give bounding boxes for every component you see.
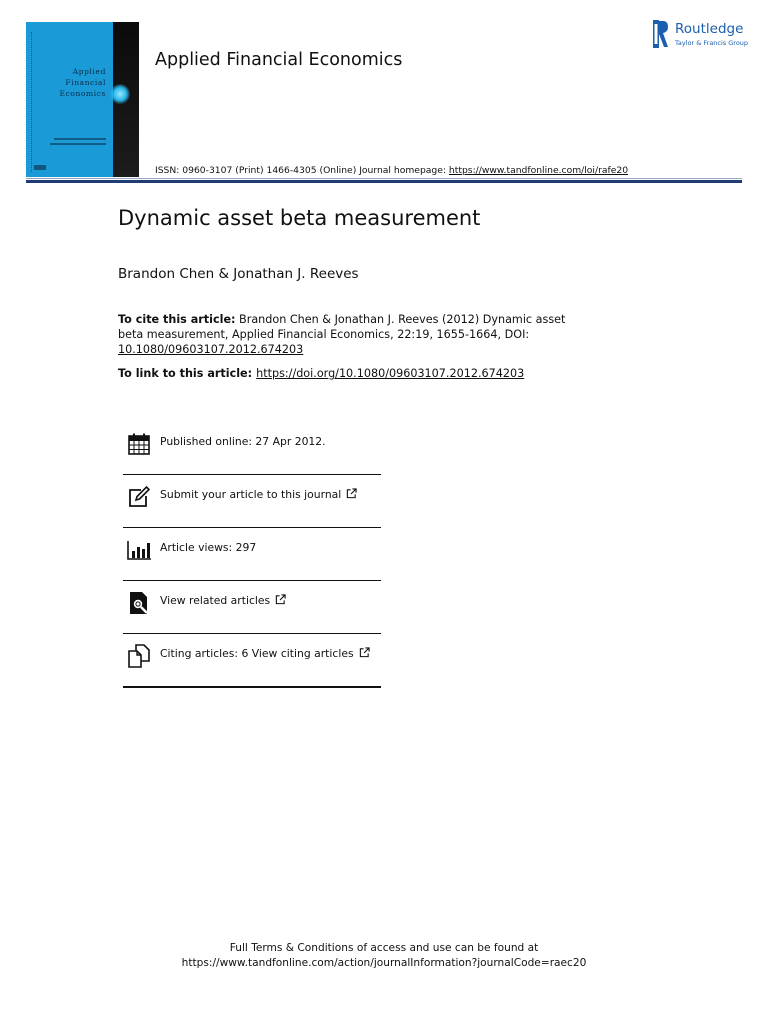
external-link-icon [346,488,357,499]
article-views-text: Article views: 297 [160,541,257,554]
calendar-icon [127,432,151,456]
related-articles-row [160,594,286,607]
article-authors: Brandon Chen & Jonathan J. Reeves [118,266,359,282]
article-doi-link[interactable]: https://doi.org/10.1080/09603107.2012.674203 [256,367,525,380]
journal-title: Applied Financial Economics [155,50,403,70]
external-link-icon [359,647,370,658]
submit-article-row [160,488,357,501]
cover-title [34,66,106,99]
link-label: To link to this article: [118,367,253,380]
terms-footer [0,941,768,971]
article-title: Dynamic asset beta measurement [118,206,481,230]
edit-icon [127,485,151,509]
header-divider-thin [26,178,742,179]
search-document-icon [127,591,151,615]
publisher-tagline: Taylor & Francis Group [675,39,749,47]
info-related[interactable] [123,581,381,634]
publisher-name: Routledge [675,21,744,37]
published-date-text: Published online: 27 Apr 2012. [160,435,326,448]
journal-homepage-link[interactable]: https://www.tandfonline.com/loi/rafe20 [448,165,629,176]
info-citing[interactable] [123,634,381,688]
article-info-list [123,422,381,688]
info-published [123,422,381,475]
citation-block [118,312,568,357]
citation-label: To cite this article: [118,313,236,326]
footer-terms-link[interactable]: https://www.tandfonline.com/action/journalInformation?journalCode=raec20 [181,957,587,969]
citing-articles-row [160,647,370,660]
issn-text: ISSN: 0960-3107 (Print) 1466-4305 (Online) Journal homepage: [155,165,449,176]
external-link-icon [275,594,286,605]
cover-editor-text [50,143,106,145]
citation-text: Brandon Chen & Jonathan J. Reeves (2012) Dynamic asset beta measurement, Applied Financial Economics, 22:19, 1655-1664, DOI: [118,313,566,341]
citing-articles-link[interactable]: Citing articles: 6 View citing articles [160,647,354,660]
cover-title-line: Financial [65,78,106,87]
cover-title-line: Applied [72,67,106,76]
routledge-logo-icon [653,20,669,48]
citing-articles-icon [127,644,151,668]
cover-title-line: Economics [59,89,106,98]
info-submit[interactable] [123,475,381,528]
header-divider [26,180,742,183]
cover-glow [110,84,130,104]
info-views [123,528,381,581]
link-block [118,367,524,380]
citation-doi-link[interactable]: 10.1080/09603107.2012.674203 [118,343,304,356]
cover-publisher-logo [34,165,46,170]
footer-terms-text: Full Terms & Conditions of access and use can be found at [229,942,539,954]
submit-article-link[interactable]: Submit your article to this journal [160,488,342,501]
issn-line [155,165,628,176]
bar-chart-icon [127,538,151,562]
cover-spine-text [31,32,35,172]
cover-editor-text [54,138,106,140]
journal-cover-image [26,22,139,177]
related-articles-link[interactable]: View related articles [160,594,271,607]
